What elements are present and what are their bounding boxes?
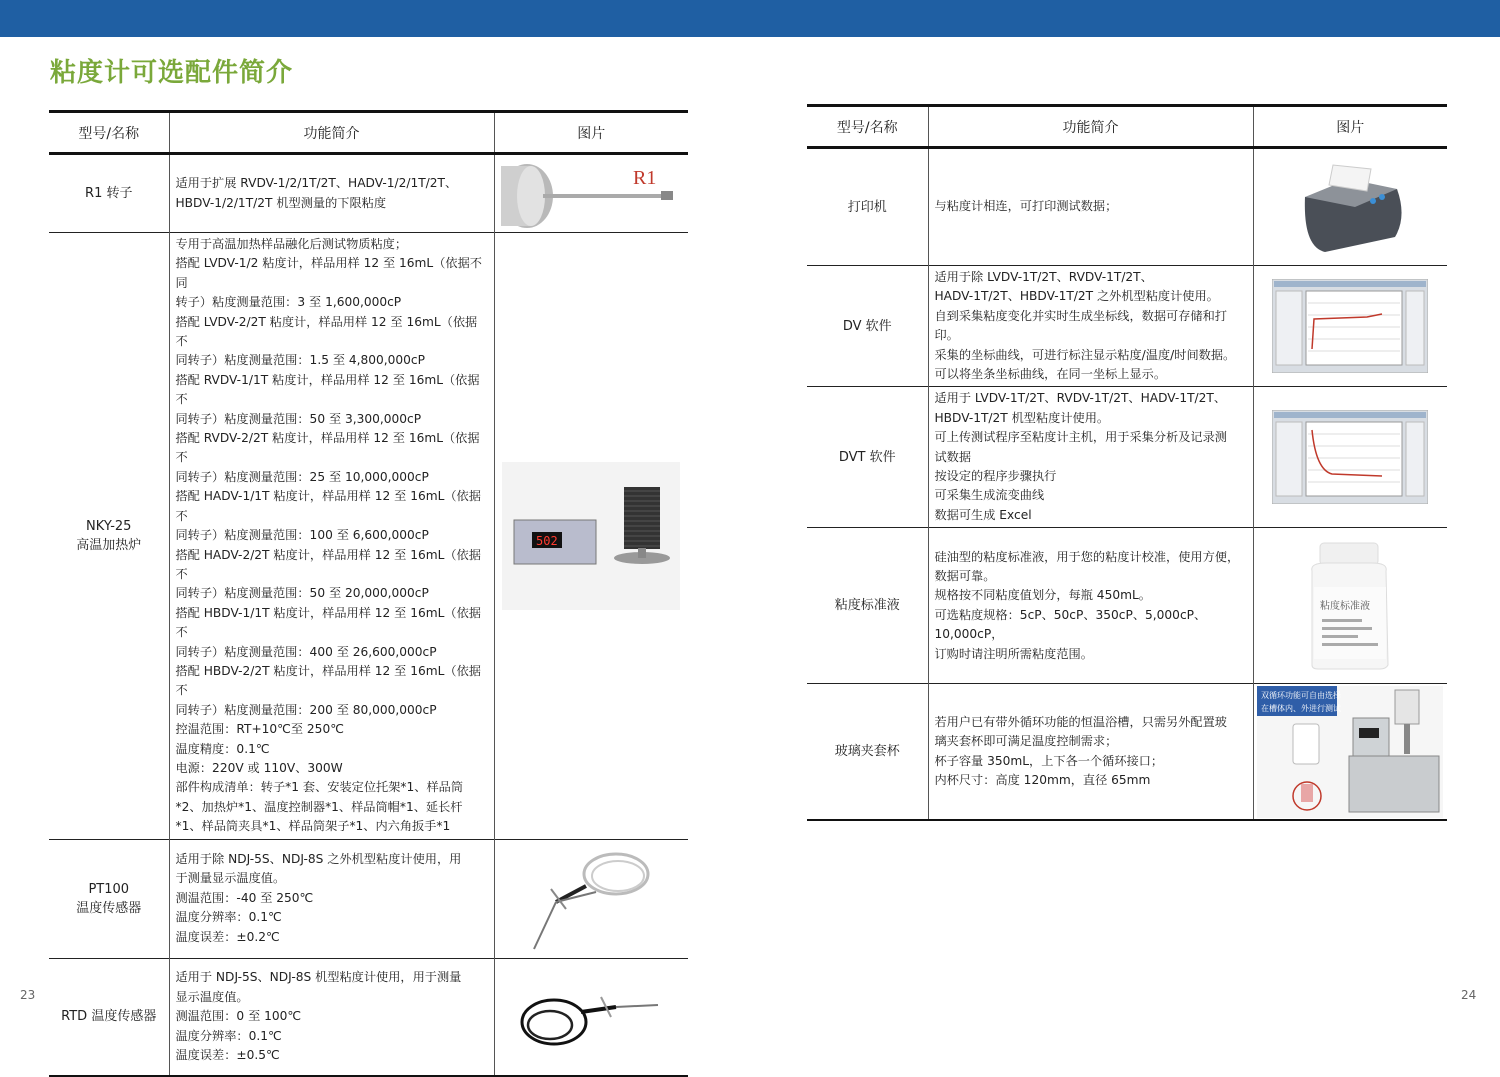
accessory-description xyxy=(928,148,1253,266)
description-line: 显示温度值。 xyxy=(175,989,249,1004)
accessory-name-line: 粘度标准液 xyxy=(834,598,900,614)
accessory-name xyxy=(807,387,928,528)
description-line: 可上传测试程序至粘度计主机，用于采集分析及记录测 xyxy=(934,430,1227,445)
description-line: 搭配 LVDV-1/2 粘度计，样品用样 12 至 16mL（依据不同 xyxy=(175,256,482,290)
display-readout-text: 502 xyxy=(536,533,558,548)
accessory-description xyxy=(928,387,1253,528)
description-line: 适用于 NDJ-5S、NDJ-8S 机型粘度计使用，用于测量 xyxy=(175,970,462,985)
table-row xyxy=(807,528,1447,684)
accessory-name xyxy=(807,684,928,820)
description-line: 数据可靠。 xyxy=(934,568,996,583)
accessory-name-line: DVT 软件 xyxy=(838,449,896,465)
pt100-probe-image xyxy=(494,839,688,958)
description-line: 搭配 HBDV-1/1T 粘度计，样品用样 12 至 16mL（依据不 xyxy=(175,605,481,640)
accessory-description xyxy=(169,154,494,233)
description-line: 印。 xyxy=(934,328,959,343)
dvt-software-screenshot xyxy=(1253,387,1447,528)
description-line: 搭配 HADV-2/2T 粘度计，样品用样 12 至 16mL（依据不 xyxy=(175,547,481,581)
description-line: 同转子）粘度测量范围：25 至 10,000,000cP xyxy=(175,469,429,484)
col-header-pic: 图片 xyxy=(1253,106,1447,148)
accessory-name-line: 高温加热炉 xyxy=(76,537,142,553)
description-line: 温度精度：0.1℃ xyxy=(175,741,270,756)
accessory-name-line: DV 软件 xyxy=(842,318,892,334)
accessory-name xyxy=(807,528,928,684)
description-line: 适用于扩展 RVDV-1/2/1T/2T、HADV-1/2/1T/2T、 xyxy=(175,176,458,191)
description-line: 规格按不同粘度值划分，每瓶 450mL。 xyxy=(934,588,1151,603)
description-line: 转子）粘度测量范围：3 至 1,600,000cP xyxy=(175,295,402,310)
heating-furnace-image xyxy=(494,233,688,840)
accessory-table-left xyxy=(49,110,688,1077)
description-line: 温度误差：±0.5℃ xyxy=(175,1047,280,1062)
description-line: 采集的坐标曲线，可进行标注显示粘度/温度/时间数据。 xyxy=(934,347,1236,362)
description-line: 电源：220V 或 110V、300W xyxy=(175,760,343,775)
accessory-description xyxy=(169,958,494,1076)
description-line: 试数据 xyxy=(934,449,972,464)
accessory-description xyxy=(169,233,494,840)
accessory-name xyxy=(807,148,928,266)
table-row xyxy=(49,839,688,958)
description-line: 硅油型的粘度标准液，用于您的粘度计校准，使用方便， xyxy=(934,549,1240,564)
description-line: 若用户已有带外循环功能的恒温浴槽，只需另外配置玻 xyxy=(934,714,1227,729)
page-number-left: 23 xyxy=(20,988,36,1002)
description-line: 温度误差：±0.2℃ xyxy=(175,929,280,944)
col-header-desc: 功能简介 xyxy=(169,112,494,154)
table-row xyxy=(807,148,1447,266)
description-line: 搭配 HBDV-2/2T 粘度计，样品用样 12 至 16mL（依据不 xyxy=(175,663,481,698)
description-line: 数据可生成 Excel xyxy=(934,507,1032,522)
description-line: 自到采集粘度变化并实时生成坐标线，数据可存储和打 xyxy=(934,308,1227,323)
description-line: 可采集生成流变曲线 xyxy=(934,488,1045,503)
description-line: 温度分辨率：0.1℃ xyxy=(175,910,282,925)
description-line: HBDV-1T/2T 机型粘度计使用。 xyxy=(934,410,1110,425)
description-line: 搭配 HADV-1/1T 粘度计，样品用样 12 至 16mL（依据不 xyxy=(175,489,481,523)
accessory-description xyxy=(928,266,1253,387)
accessory-name xyxy=(49,839,169,958)
description-line: 按设定的程序步骤执行 xyxy=(934,469,1057,484)
description-line: HADV-1T/2T、HBDV-1T/2T 之外机型粘度计使用。 xyxy=(934,289,1219,304)
description-line: 适用于除 NDJ-5S、NDJ-8S 之外机型粘度计使用，用 xyxy=(175,852,462,867)
description-line: 同转子）粘度测量范围：200 至 80,000,000cP xyxy=(175,702,437,717)
description-line: 可选粘度规格：5cP、50cP、350cP、5,000cP、10,000cP， xyxy=(934,607,1207,642)
photo-caption-line1: 双循环功能可自由选择 xyxy=(1261,690,1342,700)
rotor-r1-image xyxy=(494,154,688,233)
description-line: 可以将坐条坐标曲线，在同一坐标上显示。 xyxy=(934,367,1167,382)
accessory-table-right xyxy=(807,104,1447,821)
table-row xyxy=(807,684,1447,820)
page-title: 粘度计可选配件简介 xyxy=(50,58,294,88)
rtd-probe-image xyxy=(494,958,688,1076)
accessory-name xyxy=(49,958,169,1076)
accessory-name xyxy=(807,266,928,387)
description-line: 同转子）粘度测量范围：50 至 20,000,000cP xyxy=(175,586,429,601)
accessory-description xyxy=(928,528,1253,684)
description-line: 适用于除 LVDV-1T/2T、RVDV-1T/2T、 xyxy=(934,270,1153,284)
accessory-name-line: 玻璃夹套杯 xyxy=(834,744,900,760)
col-header-name: 型号/名称 xyxy=(78,125,140,142)
standard-fluid-bottle-image xyxy=(1253,528,1447,684)
description-line: 搭配 RVDV-1/1T 粘度计，样品用样 12 至 16mL（依据不 xyxy=(175,372,480,407)
table-row xyxy=(49,958,688,1076)
table-row xyxy=(807,266,1447,387)
table-row xyxy=(807,387,1447,528)
description-line: *2、加热炉*1、温度控制器*1、样品筒帽*1、延长杆 xyxy=(175,799,463,814)
accessory-name-line: 打印机 xyxy=(847,199,887,215)
description-line: 测温范围：-40 至 250℃ xyxy=(175,890,314,905)
glass-jacket-cup-image xyxy=(1253,684,1447,820)
description-line: 璃夹套杯即可满足温度控制需求； xyxy=(934,734,1118,749)
accessory-description xyxy=(169,839,494,958)
description-line: HBDV-1/2/1T/2T 机型测量的下限粘度 xyxy=(175,195,387,210)
description-line: 专用于高温加热样品融化后测试物质粘度； xyxy=(175,237,408,251)
top-banner xyxy=(0,0,1500,37)
description-line: 与粘度计相连，可打印测试数据； xyxy=(934,199,1118,214)
table-row xyxy=(49,233,688,840)
accessory-name-line: RTD 温度传感器 xyxy=(61,1009,157,1025)
dv-software-screenshot xyxy=(1253,266,1447,387)
col-header-pic: 图片 xyxy=(494,112,688,154)
description-line: 杯子容量 350mL，上下各一个循环接口； xyxy=(934,753,1164,768)
description-line: 于测量显示温度值。 xyxy=(175,871,286,886)
description-line: 温度分辨率：0.1℃ xyxy=(175,1028,282,1043)
description-line: 部件构成清单：转子*1 套、安装定位托架*1、样品筒 xyxy=(175,780,464,795)
description-line: 搭配 LVDV-2/2T 粘度计，样品用样 12 至 16mL（依据不 xyxy=(175,314,478,349)
description-line: 内杯尺寸：高度 120mm，直径 65mm xyxy=(934,772,1151,787)
page-number-right: 24 xyxy=(1461,988,1477,1002)
description-line: 同转子）粘度测量范围：100 至 6,600,000cP xyxy=(175,528,429,543)
description-line: 控温范围：RT+10℃至 250℃ xyxy=(175,722,344,737)
accessory-name xyxy=(49,154,169,233)
accessory-name-line: 温度传感器 xyxy=(76,900,142,916)
accessory-name xyxy=(49,233,169,840)
table-row xyxy=(49,154,688,233)
description-line: 订购时请注明所需粘度范围。 xyxy=(934,646,1093,661)
description-line: *1、样品筒夹具*1、样品筒架子*1、内六角扳手*1 xyxy=(175,819,451,834)
printer-image xyxy=(1253,148,1447,266)
photo-caption-line2: 在槽体内、外进行测试 xyxy=(1261,703,1342,713)
col-header-name: 型号/名称 xyxy=(836,119,898,136)
col-header-desc: 功能简介 xyxy=(928,106,1253,148)
description-line: 测温范围：0 至 100℃ xyxy=(175,1009,302,1024)
description-line: 适用于 LVDV-1T/2T、RVDV-1T/2T、HADV-1T/2T、 xyxy=(934,391,1227,406)
description-line: 同转子）粘度测量范围：1.5 至 4,800,000cP xyxy=(175,353,425,368)
accessory-name-line: R1 转子 xyxy=(85,186,133,201)
rotor-label-text: R1 xyxy=(633,166,657,189)
bottle-label-text: 粘度标准液 xyxy=(1320,600,1371,612)
description-line: 同转子）粘度测量范围：400 至 26,600,000cP xyxy=(175,644,437,659)
description-line: 搭配 RVDV-2/2T 粘度计，样品用样 12 至 16mL（依据不 xyxy=(175,431,480,465)
accessory-name-line: PT100 xyxy=(88,881,130,897)
accessory-description xyxy=(928,684,1253,820)
accessory-name-line: NKY-25 xyxy=(86,518,132,534)
description-line: 同转子）粘度测量范围：50 至 3,300,000cP xyxy=(175,411,422,426)
